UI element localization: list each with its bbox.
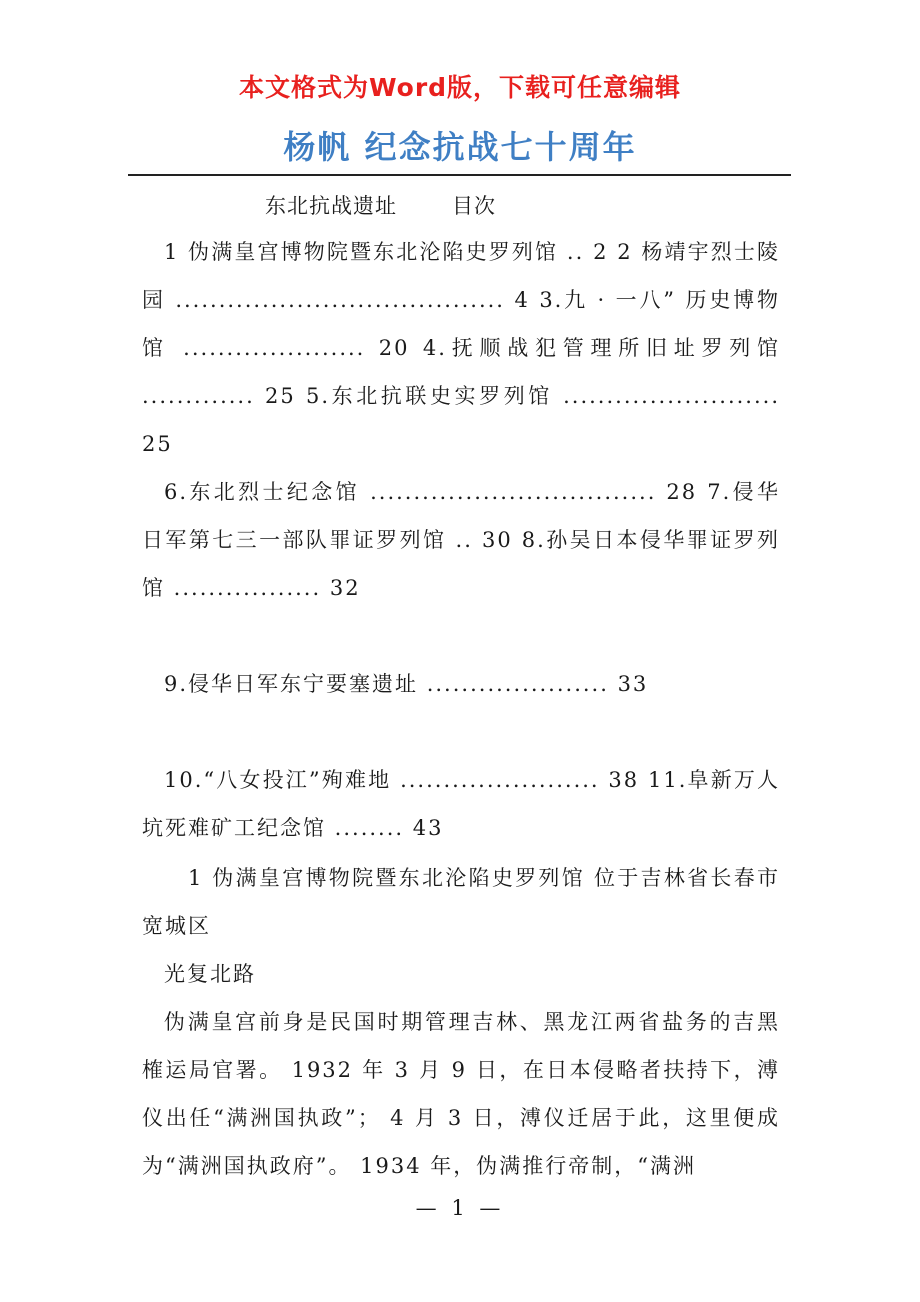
document-title: 杨帆 纪念抗战七十周年 [283, 128, 637, 166]
body-paragraph-2: 光复北路 [164, 962, 256, 986]
body-paragraph-3: 伪满皇宫前身是民国时期管理吉林、黑龙江两省盐务的吉黑榷运局官署。 1932 年 3 月 9 日，在日本侵略者扶持下，溥仪出任“满洲国执政”； 4 月 3 日，溥仪迁居于此，这里便成为“满洲国执政府”。 1934 年，伪满推行帝制，“满洲 [142, 1010, 780, 1178]
toc-group-3 [142, 660, 780, 708]
toc-heading [265, 190, 496, 220]
title-divider [128, 174, 791, 176]
toc-entries-10-11: 10.“八女投江”殉难地 ....................... 38 11.阜新万人坑死难矿工纪念馆 ........ 43 [142, 768, 780, 840]
format-notice-banner: 本文格式为Word版，下载可任意编辑 [238, 73, 682, 102]
toc-group-4 [142, 756, 780, 852]
toc-heading-left: 东北抗战遗址 [265, 194, 397, 218]
toc-heading-right: 目次 [452, 194, 496, 218]
page-number: — 1 — [415, 1196, 505, 1220]
toc-entries-1-5: 1 伪满皇宫博物院暨东北沦陷史罗列馆 .. 2 2 杨靖宇烈士陵园 ...................................... 4 3.九 · 一八” 历史博物馆 ..................... 20 4.抚顺战犯管理所旧址罗列馆 ............. 25 5.东北抗联史实罗列馆 ......................... 25 [142, 240, 780, 456]
toc-group-1 [142, 228, 780, 468]
body-paragraph-1: 1 伪满皇宫博物院暨东北沦陷史罗列馆 位于吉林省长春市宽城区 [142, 866, 780, 938]
toc-entry-9: 9.侵华日军东宁要塞遗址 ..................... 33 [164, 672, 649, 696]
body-text [142, 854, 780, 1190]
toc-group-2 [142, 468, 780, 612]
toc-entries-6-8: 6.东北烈士纪念馆 ................................. 28 7.侵华日军第七三一部队罪证罗列馆 .. 30 8.孙吴日本侵华罪证罗列馆 ................. 32 [142, 480, 780, 600]
